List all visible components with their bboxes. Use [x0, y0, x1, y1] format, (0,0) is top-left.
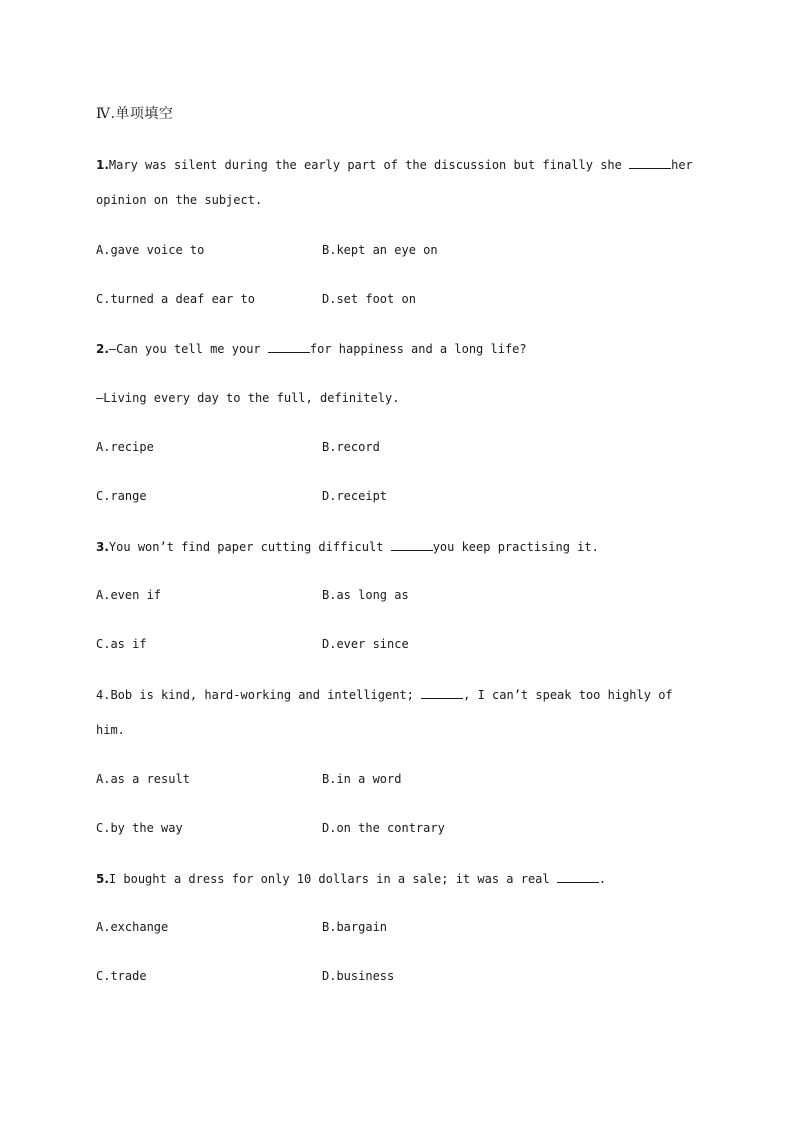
- answer-blank: [421, 686, 463, 699]
- option-c: C.trade: [96, 969, 147, 983]
- question-5-options-cd: [96, 968, 696, 984]
- question-4-line-1: [96, 686, 673, 702]
- option-a: A.recipe: [96, 440, 154, 454]
- question-4-line-2: him.: [96, 723, 125, 737]
- question-3-options-ab: [96, 587, 696, 603]
- question-5-line-1: [96, 870, 606, 886]
- option-a: A.exchange: [96, 920, 169, 934]
- option-d: D.set foot on: [322, 292, 416, 306]
- question-text: her: [671, 158, 693, 172]
- option-b: B.as long as: [322, 588, 409, 602]
- option-a: A.gave voice to: [96, 243, 205, 257]
- option-b: B.record: [322, 440, 380, 454]
- option-c: C.range: [96, 489, 147, 503]
- question-text: you keep practising it.: [432, 540, 599, 554]
- question-3-line-1: [96, 538, 599, 554]
- question-4-options-ab: [96, 771, 696, 787]
- question-2-line-2: —Living every day to the full, definitely.: [96, 391, 400, 405]
- question-text: —Can you tell me your: [108, 342, 268, 356]
- option-b: B.bargain: [322, 920, 388, 934]
- question-text: I bought a dress for only 10 dollars in a sale; it was a real: [108, 872, 557, 886]
- option-b: B.kept an eye on: [322, 243, 438, 257]
- question-text: for happiness and a long life?: [309, 342, 527, 356]
- question-1-line-2: opinion on the subject.: [96, 193, 263, 207]
- option-d: D.receipt: [322, 489, 388, 503]
- question-2-options-ab: [96, 439, 696, 455]
- option-c: C.as if: [96, 637, 147, 651]
- question-2-line-1: [96, 340, 527, 356]
- answer-blank: [391, 538, 433, 551]
- question-2-options-cd: [96, 488, 696, 504]
- question-number: 1.: [96, 158, 109, 172]
- answer-blank: [629, 156, 671, 169]
- question-text: Mary was silent during the early part of the discussion but finally she: [108, 158, 630, 172]
- question-number: 5.: [96, 872, 109, 886]
- question-text: .: [598, 872, 607, 886]
- question-1-options-ab: [96, 242, 696, 258]
- option-c: C.by the way: [96, 821, 183, 835]
- option-d: D.ever since: [322, 637, 409, 651]
- question-1-options-cd: [96, 291, 696, 307]
- answer-blank: [268, 340, 310, 353]
- option-d: D.on the contrary: [322, 821, 445, 835]
- question-5-options-ab: [96, 919, 696, 935]
- section-title: Ⅳ.单项填空: [96, 106, 174, 122]
- option-d: D.business: [322, 969, 395, 983]
- question-number: 2.: [96, 342, 109, 356]
- question-text: Bob is kind, hard-working and intelligent;: [110, 688, 422, 702]
- question-4-options-cd: [96, 820, 696, 836]
- question-text: You won’t find paper cutting difficult: [108, 540, 391, 554]
- question-3-options-cd: [96, 636, 696, 652]
- question-number: 3.: [96, 540, 109, 554]
- question-number: 4.: [96, 688, 111, 702]
- option-b: B.in a word: [322, 772, 402, 786]
- option-a: A.as a result: [96, 772, 190, 786]
- question-1-line-1: [96, 156, 693, 172]
- question-text: , I can’t speak too highly of: [463, 688, 673, 702]
- answer-blank: [557, 870, 599, 883]
- option-c: C.turned a deaf ear to: [96, 292, 255, 306]
- option-a: A.even if: [96, 588, 162, 602]
